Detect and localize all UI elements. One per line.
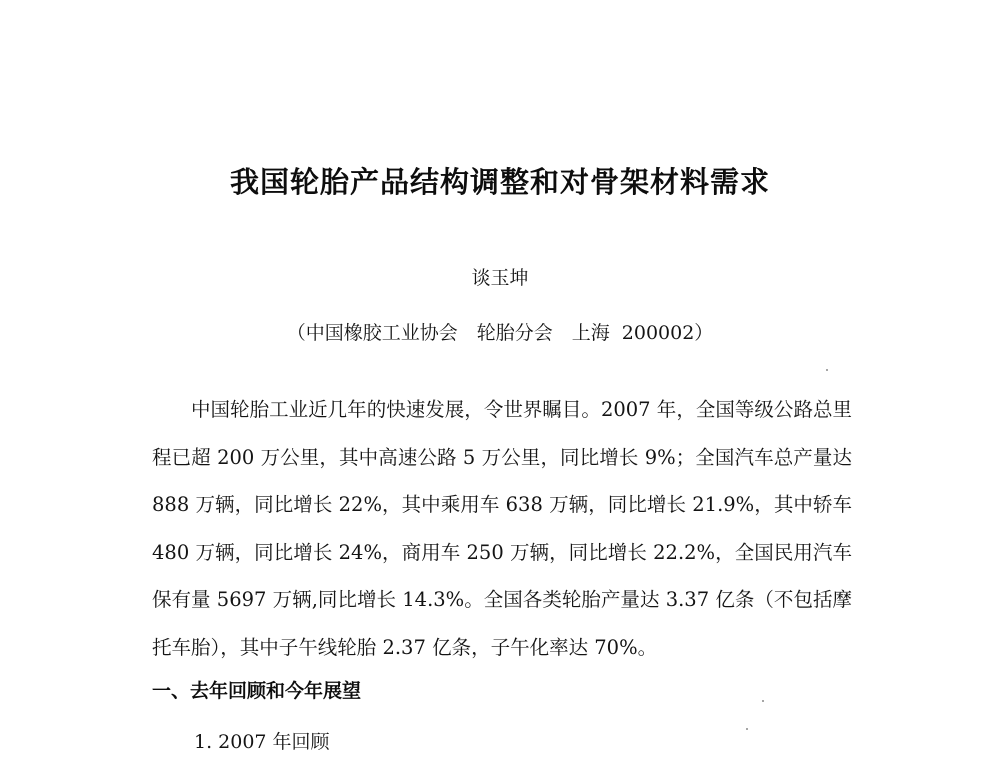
section-heading: 一、去年回顾和今年展望 (152, 680, 362, 702)
author-name: 谈玉坤 (471, 267, 529, 289)
scan-speck (826, 369, 828, 371)
subsection-heading: 1. 2007 年回顾 (194, 731, 330, 753)
author-affiliation: （中国橡胶工业协会 轮胎分会 上海 200002） (286, 322, 714, 344)
scan-speck (746, 728, 748, 730)
intro-paragraph: 中国轮胎工业近几年的快速发展，令世界瞩目。2007 年，全国等级公路总里程已超 200 万公里，其中高速公路 5 万公里，同比增长 9%；全国汽车总产量达 888 万辆，同比增长 22%，其中乘用车 638 万辆，同比增长 21.9%，其中轿车 480 万辆，同比增长 24%，商用车 250 万辆，同比增长 22.2%，全国民用汽车保有量 5697 万辆,同比增长 14.3%。全国各类轮胎产量达 3.37 亿条（不包括摩托车胎），其中子午线轮胎 2.37 亿条，子午化率达 70%。 (152, 398, 852, 659)
scan-speck (762, 700, 764, 702)
paper-title: 我国轮胎产品结构调整和对骨架材料需求 (229, 165, 770, 199)
